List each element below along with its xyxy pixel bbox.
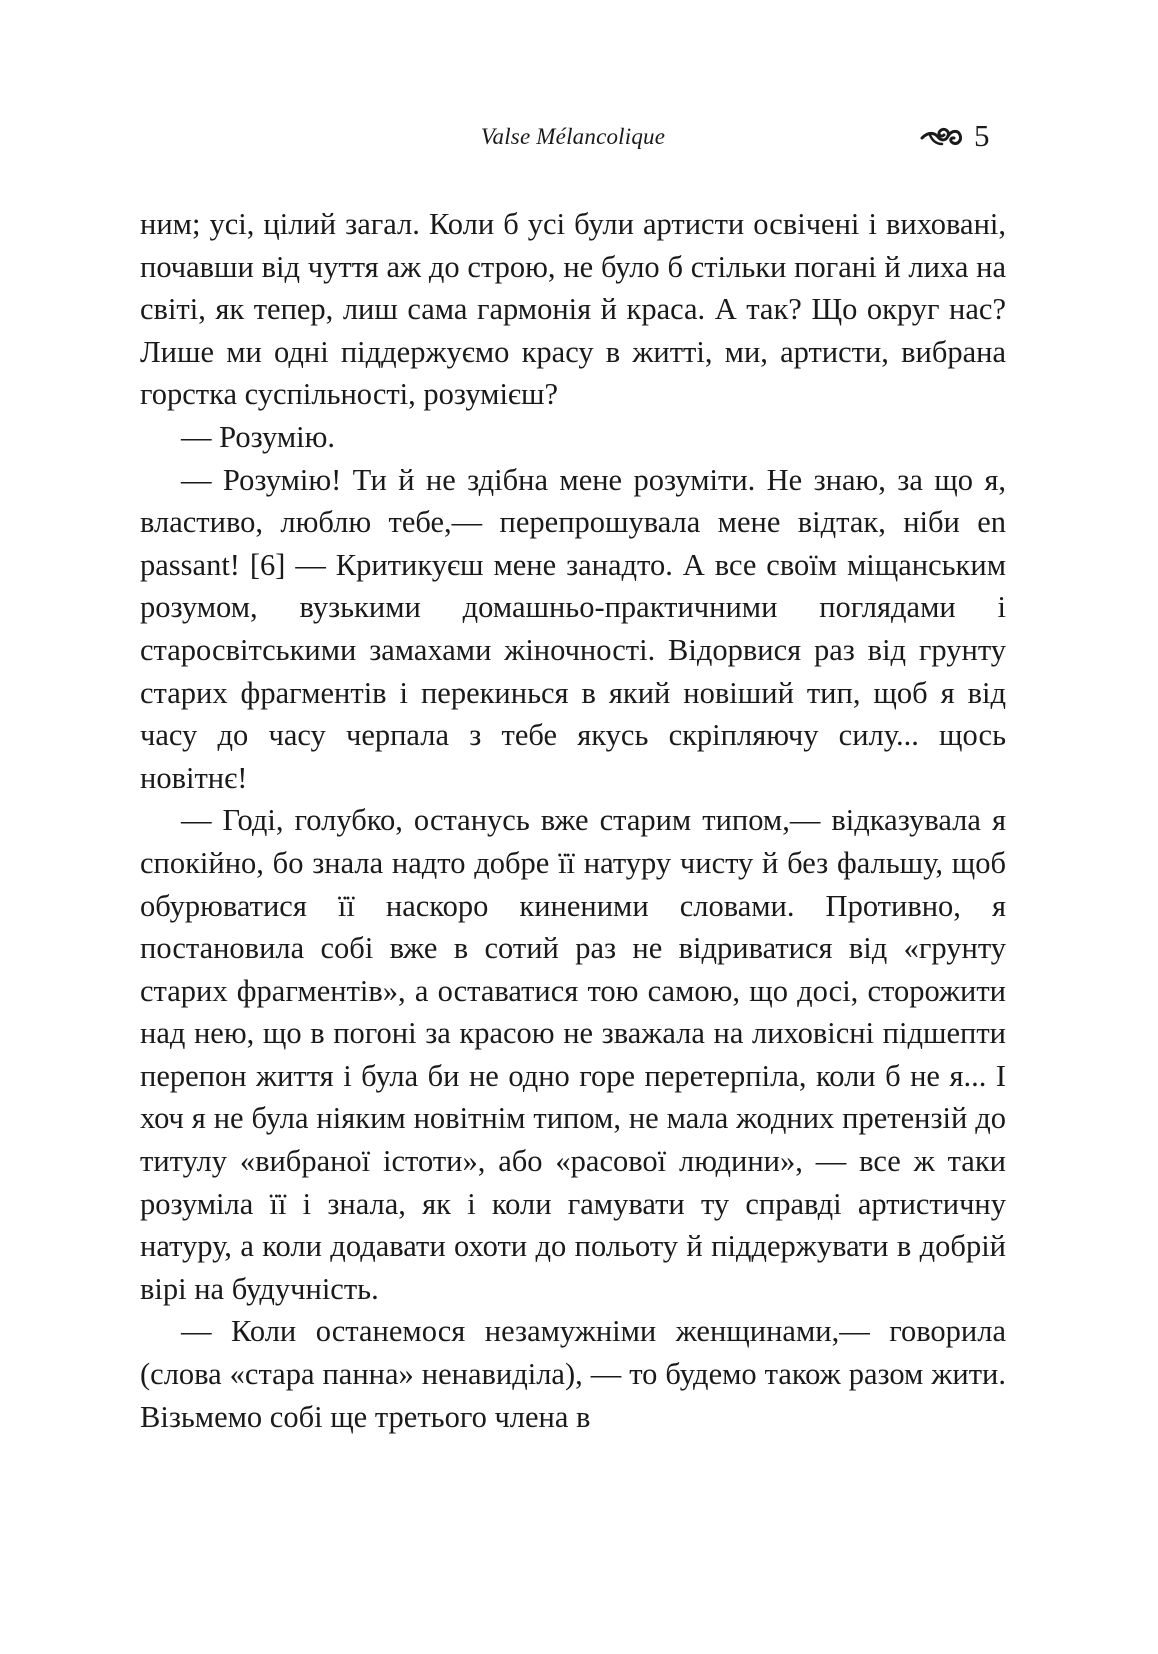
paragraph: — Розумію. xyxy=(181,419,336,454)
paragraph: — Годі, голубко, останусь вже старим типом,— відказувала я спокійно, бо знала надто добре її натуру чисту й без фальшу, щоб обурюватися її наскоро киненими словами. Противно, я постановила собі вже в сотий раз не відриватися від «грунту старих фрагментів», а оставатися тою самою, що досі, сторожити над нею, що в погоні за красою не зважала на лиховісні підшепти перепон життя і була би не одно горе перетерпіла, коли б не я... І хоч я не була ніяким новітнім типом, не мала жодних претензій до титулу «вибраної істоти», або «расової людини», — все ж таки розуміла її і знала, як і коли гамувати ту справді артистичну натуру, а коли додавати охоти до польоту й піддержувати в добрій вірі на будучність. xyxy=(140,803,1006,1306)
paragraph: ним; усі, цілий загал. Коли б усі були артисти освічені і виховані, почавши від чуття аж до строю, не було б стільки погані й лиха на світі, як тепер, лиш сама гармонія й краса. А так? Що округ нас? Лише ми одні піддержуємо красу в житті, ми, артисти, вибрана горстка суспільності, розумієш? xyxy=(140,207,1006,412)
body-text xyxy=(140,203,1006,1438)
paragraph: — Коли останемося незамужніми женщинами,— говорила (слова «стара панна» ненавиділа), — то будемо також разом жити. Візьмемо собі ще третього члена в xyxy=(140,1314,1006,1434)
fleuron-ornament-icon xyxy=(920,122,964,152)
running-title: Valse Mélancolique xyxy=(480,124,666,149)
paragraph: — Розумію! Ти й не здібна мене розуміти. Не знаю, за що я, властиво, люблю тебе,— перепрошувала мене відтак, ніби en passant! [6] — Критикуєш мене занадто. А все своїм міщанським розумом, вузькими домашньо-практичними поглядами і старосвітськими замахами жіночності. Відорвися раз від грунту старих фрагментів і перекинься в який новіший тип, щоб я від часу до часу черпала з тебе якусь скріпляючу силу... щось новітнє! xyxy=(140,462,1006,795)
page-number: 5 xyxy=(974,118,990,153)
running-head xyxy=(140,118,1006,158)
